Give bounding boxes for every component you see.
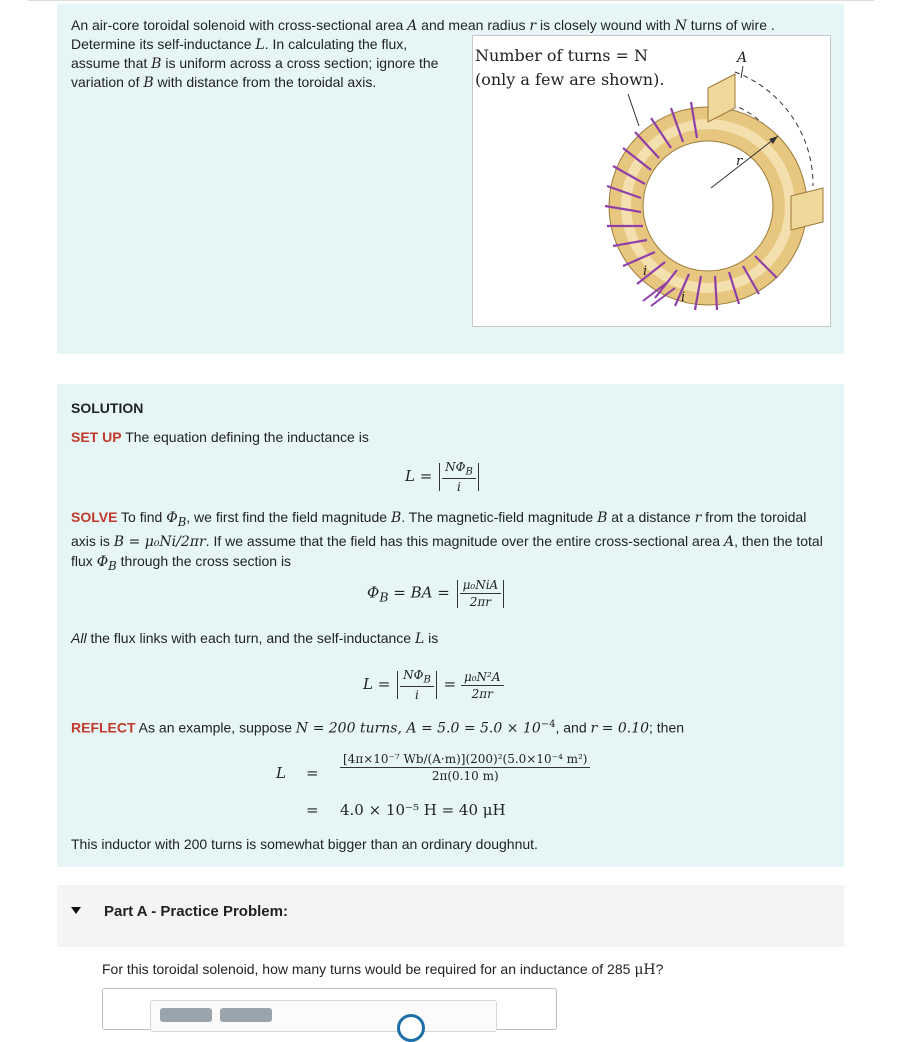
part-a-header[interactable]	[57, 885, 844, 947]
eq4-result: 4.0 × 10⁻⁵ H = 40 μH	[340, 801, 506, 819]
eq1-fraction	[442, 460, 476, 494]
collapse-triangle-icon[interactable]	[71, 907, 81, 914]
problem-text: is closely wound with	[536, 17, 675, 33]
question-text: For this toroidal solenoid, how many turns would be required for an inductance of 285	[102, 961, 635, 977]
var-r: r	[529, 18, 537, 34]
eq4-den: 2π(0.10 m)	[431, 769, 499, 783]
phi-symbol: Φ	[166, 510, 178, 526]
question-unit: μH	[634, 962, 656, 978]
solve-text: from the	[701, 509, 757, 525]
var-L: L	[255, 37, 265, 53]
solve-text: To find	[117, 509, 167, 525]
reflect-label: REFLECT	[71, 719, 136, 736]
help-icon[interactable]	[397, 1014, 425, 1042]
reflect-formula-r: r = 0.10	[590, 720, 650, 737]
eq2-phi: Φ	[367, 583, 380, 602]
eq1-den: i	[457, 480, 461, 495]
all-text: the flux links with each turn, and the self-inductance	[86, 630, 415, 646]
equation-1	[405, 460, 481, 494]
field-formula: B = μ₀Ni/2πr	[113, 533, 206, 550]
solve-text: , then the total flux	[71, 532, 823, 569]
abs-bar	[478, 463, 479, 491]
problem-text: assume that	[71, 55, 152, 71]
reflect-line	[71, 719, 684, 737]
eq4-num: [4π×10⁻⁷ Wb/(A·m)](200)²(5.0×10⁻⁴ m²)	[340, 752, 590, 768]
problem-text: turns of wire .	[686, 17, 775, 33]
phi-sub: B	[177, 514, 187, 529]
var-B: B	[597, 510, 608, 526]
eq3-num2: μ₀N²A	[461, 670, 504, 686]
part-a-title[interactable]: Part A - Practice Problem:	[104, 903, 288, 920]
setup-text: The equation defining the inductance is	[121, 429, 369, 445]
reflect-text: As an example, suppose	[135, 719, 296, 736]
abs-bar	[503, 580, 504, 608]
var-A: A	[407, 18, 418, 34]
abs-bar	[436, 671, 437, 699]
eq2-phi-sub: B	[379, 589, 389, 605]
abs-bar	[439, 463, 440, 491]
question-end: ?	[655, 961, 664, 977]
closing-remark: This inductor with 200 turns is somewhat bigger than an ordinary doughnut.	[71, 836, 538, 852]
toroid-figure	[472, 35, 831, 327]
figure-label-i-left: i	[643, 264, 648, 279]
figure-label-A: A	[737, 50, 748, 66]
eq3-num1-sub: B	[423, 674, 431, 686]
eq1-lhs: L =	[405, 467, 433, 486]
solution-heading: SOLUTION	[71, 400, 144, 416]
toroid-inner-edge	[643, 141, 773, 271]
var-B: B	[143, 75, 154, 91]
solution-panel	[57, 384, 844, 867]
eq2-mid: = BA =	[388, 583, 450, 602]
template-button[interactable]	[160, 1008, 212, 1022]
eq1-num-sub: B	[465, 466, 473, 478]
eq3-den1: i	[415, 688, 419, 703]
solve-text: . The magnetic-field magnitude	[401, 509, 598, 525]
solve-paragraph	[71, 508, 831, 576]
eq3-lhs: L =	[363, 675, 391, 694]
top-divider	[28, 0, 874, 1]
all-italic: All	[71, 630, 87, 646]
abs-bar	[457, 580, 458, 608]
eq4-fraction	[340, 752, 590, 783]
figure-label-r: r	[736, 154, 743, 169]
figure-caption-line1: Number of turns = N	[475, 46, 649, 65]
eq2-den: 2πr	[469, 595, 492, 609]
all-flux-line	[71, 630, 438, 647]
problem-text: variation of	[71, 74, 144, 90]
solve-text: through the cross section is	[116, 552, 292, 569]
var-B: B	[151, 56, 162, 72]
reflect-text: , and	[555, 719, 591, 736]
equation-2	[367, 578, 506, 609]
reflect-exponent: −4	[540, 719, 556, 730]
var-r: r	[694, 510, 702, 526]
problem-text: An air-core toroidal solenoid with cross-sectional area	[71, 17, 408, 33]
problem-panel	[57, 4, 844, 354]
solve-text: at a distance	[607, 509, 695, 525]
reflect-formula: N = 200 turns, A = 5.0 = 5.0 × 10	[295, 720, 541, 737]
phi-sub: B	[108, 558, 117, 573]
equation-3	[363, 668, 504, 702]
solve-text: , we first find the field magnitude	[186, 509, 391, 525]
solve-label: SOLVE	[71, 509, 118, 525]
eq4-L: L	[276, 764, 286, 782]
problem-text: . In calculating the flux,	[264, 36, 408, 52]
area-pointer	[741, 66, 743, 78]
eq4-equals-1: =	[306, 764, 319, 782]
problem-text: Determine its self-inductance	[71, 36, 256, 52]
var-B: B	[390, 510, 402, 526]
figure-label-i-right: i	[681, 290, 686, 305]
figure-caption-line2: (only a few are shown).	[475, 70, 665, 89]
phi-symbol: Φ	[96, 553, 109, 570]
eq3-equals: =	[443, 675, 457, 694]
problem-text: and mean radius	[417, 17, 530, 33]
eq3-fraction-1	[400, 668, 434, 702]
problem-text: is uniform across a cross section; ignore the	[161, 55, 439, 71]
eq2-num: μ₀NiA	[460, 578, 502, 594]
reflect-text: ; then	[649, 719, 685, 736]
eq4-frac	[340, 752, 590, 783]
caption-pointer	[628, 94, 639, 126]
var-A: A	[723, 533, 735, 550]
symbol-button[interactable]	[220, 1008, 272, 1022]
eq3-den2: 2πr	[471, 686, 493, 701]
eq4-equals-2: =	[306, 801, 319, 819]
cross-section-right	[791, 188, 823, 230]
problem-text: with distance from the toroidal axis.	[153, 74, 377, 90]
var-N: N	[674, 18, 687, 34]
eq3-fraction-2	[461, 670, 504, 701]
setup-label: SET UP	[71, 429, 122, 445]
abs-bar	[397, 671, 398, 699]
solve-text: . If we assume that the field has this magnitude over the entire cross-sectional area	[205, 532, 721, 549]
all-text-end: is	[424, 630, 439, 646]
var-L: L	[414, 631, 425, 647]
eq3-num1: NΦ	[403, 668, 424, 682]
setup-line	[71, 429, 369, 445]
solve-text: toroidal axis is	[71, 509, 807, 549]
eq1-num: NΦ	[445, 460, 466, 474]
eq2-fraction	[460, 578, 502, 609]
practice-question	[102, 961, 663, 978]
